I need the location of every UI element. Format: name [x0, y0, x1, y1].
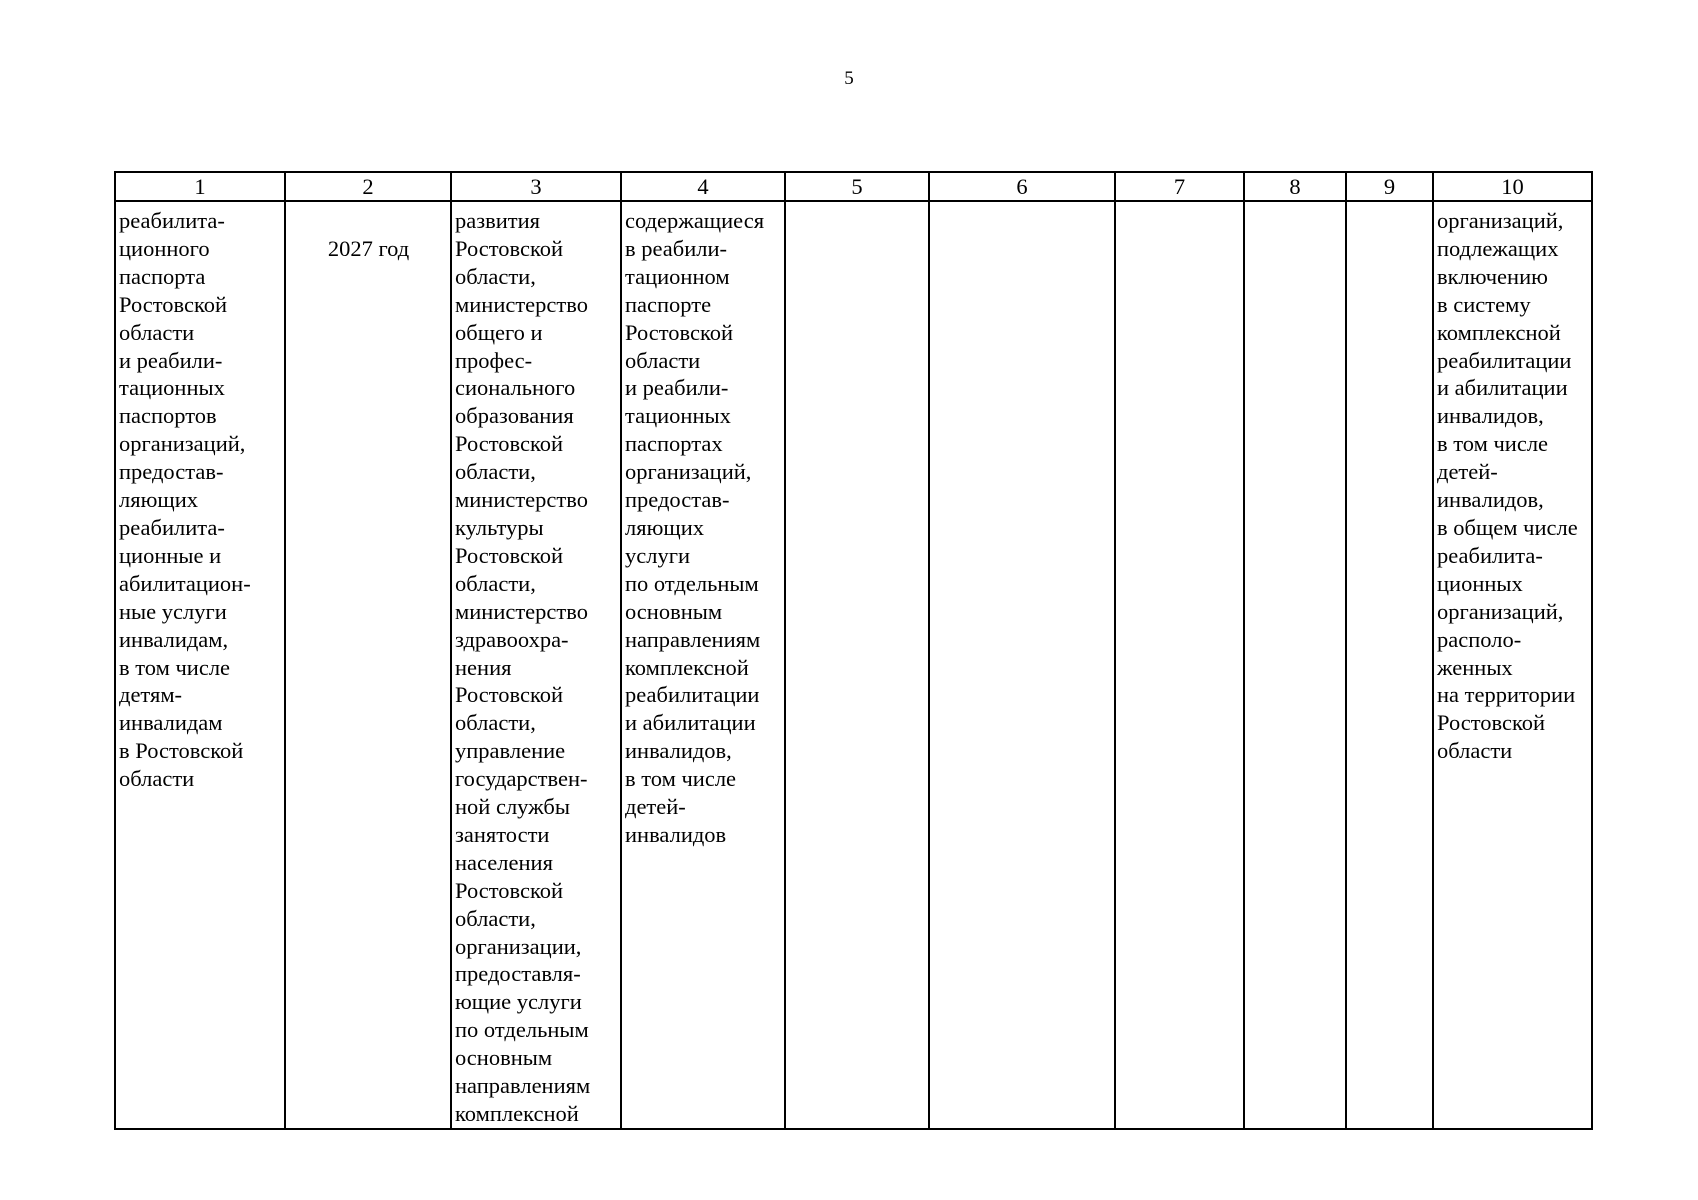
column-number-row [115, 172, 1592, 201]
document-table [114, 171, 1593, 1130]
cell-indicator: организаций, подлежащих включению в систему комплексной реабилитации и абилитации инвалидов, в том числе детей- инвалидов, в общем числе реабилита- ционных организаций, располо- женных на территории Ростовской области [1433, 201, 1592, 1129]
column-header-9: 9 [1346, 172, 1433, 201]
column-header-7: 7 [1115, 172, 1244, 201]
column-header-8: 8 [1244, 172, 1346, 201]
page-number: 5 [844, 68, 854, 89]
cell-column-8 [1244, 201, 1346, 1129]
column-header-4: 4 [621, 172, 785, 201]
table-row [115, 201, 1592, 1129]
cell-column-5 [785, 201, 929, 1129]
cell-responsible-executors: развития Ростовской области, министерство общего и профес- сионального образования Ростовской области, министерство культуры Ростовской области, министерство здравоохра- нения Ростовской области, управление государствен- ной службы занятости населения Ростовской области, организации, предоставля- ющие услуги по отдельным основным направлениям комплексной [451, 201, 621, 1129]
cell-description: реабилита- ционного паспорта Ростовской области и реабили- тационных паспортов организаций, предостав- ляющих реабилита- ционные и абилитацион- ные услуги инвалидам, в том числе детям- инвалидам в Ростовской области [115, 201, 285, 1129]
column-header-5: 5 [785, 172, 929, 201]
cell-column-6 [929, 201, 1115, 1129]
column-header-3: 3 [451, 172, 621, 201]
column-header-1: 1 [115, 172, 285, 201]
cell-column-9 [1346, 201, 1433, 1129]
cell-deadline: 2027 год [285, 201, 451, 1129]
column-header-2: 2 [285, 172, 451, 201]
cell-column-7 [1115, 201, 1244, 1129]
column-header-6: 6 [929, 172, 1115, 201]
cell-result: содержащиеся в реабили- тационном паспорте Ростовской области и реабили- тационных паспортах организаций, предостав- ляющих услуги по отдельным основным направлениям комплексной реабилитации и абилитации инвалидов, в том числе детей- инвалидов [621, 201, 785, 1129]
column-header-10: 10 [1433, 172, 1592, 201]
